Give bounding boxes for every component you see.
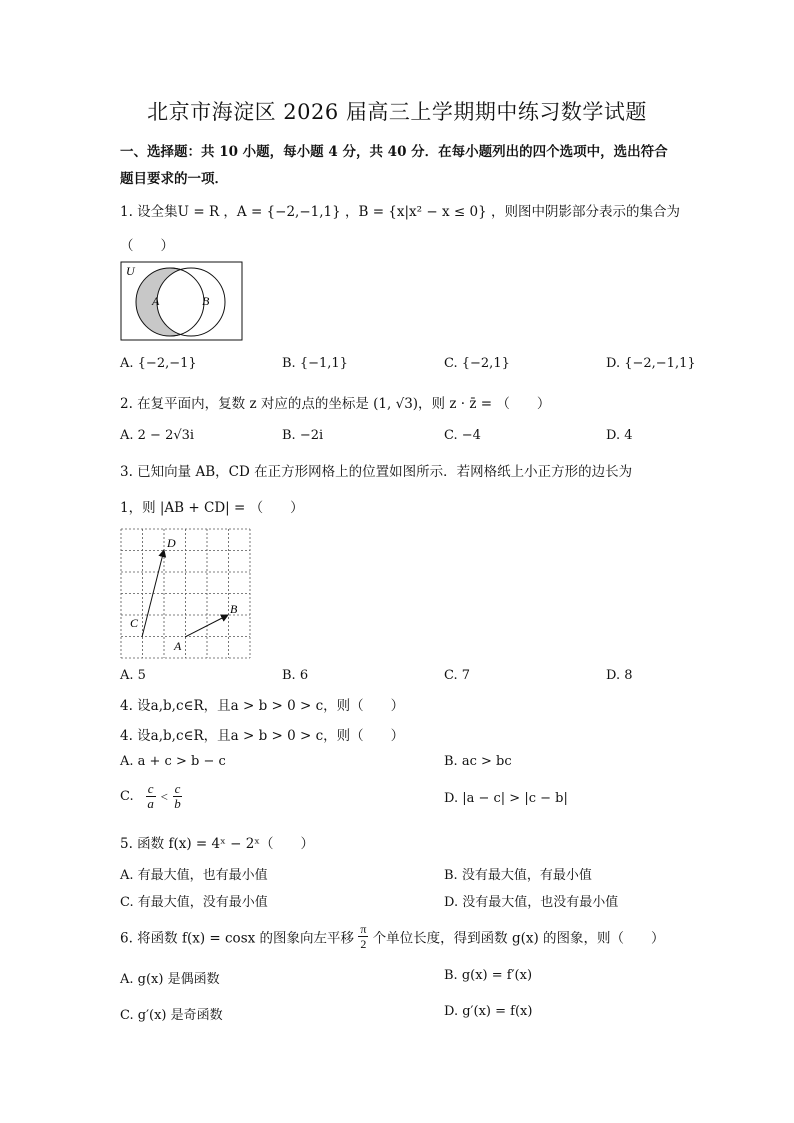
page-title: 北京市海淀区 2026 届高三上学期期中练习数学试题 bbox=[147, 100, 647, 124]
grid-lines bbox=[121, 529, 250, 658]
q4-option-a: A. a + c > b − c bbox=[120, 754, 226, 769]
vector-ab bbox=[185, 615, 228, 637]
q4-c-num1: c bbox=[147, 781, 154, 796]
q1-option-b: B. {−1,1} bbox=[282, 356, 348, 371]
q4-stem-duplicate: 4. 设a,b,c∈R，且a > b > 0 > c，则（ ） bbox=[120, 698, 405, 714]
venn-label-b: B bbox=[202, 294, 210, 308]
q3-option-c: C. 7 bbox=[444, 668, 471, 683]
grid-label-d: D bbox=[167, 536, 176, 550]
q4-option-c-fraction-1 bbox=[146, 782, 156, 811]
venn-label-u: U bbox=[126, 264, 135, 278]
q4-option-c bbox=[120, 782, 182, 811]
q5-option-d: D. 没有最大值，也没有最小值 bbox=[444, 895, 619, 910]
q4-c-num2: c bbox=[174, 781, 181, 796]
grid-label-c: C bbox=[130, 616, 139, 630]
q6-option-c: C. g′(x) 是奇函数 bbox=[120, 1008, 223, 1023]
section-heading-line2: 题目要求的一项． bbox=[120, 171, 228, 187]
q6-stem-part2: 个单位长度，得到函数 g(x) 的图象，则（ ） bbox=[372, 930, 665, 947]
q1-option-a: A. {−2,−1} bbox=[120, 356, 197, 371]
q5-option-b: B. 没有最大值，有最小值 bbox=[444, 868, 592, 883]
q5-option-c: C. 有最大值，没有最小值 bbox=[120, 895, 268, 910]
q6-option-a: A. g(x) 是偶函数 bbox=[120, 972, 220, 987]
q1-option-d: D. {−2,−1,1} bbox=[606, 356, 696, 371]
grid-label-a: A bbox=[174, 639, 182, 653]
q2-option-b: B. −2i bbox=[282, 428, 324, 443]
q2-stem: 2. 在复平面内，复数 z 对应的点的坐标是 (1, √3)，则 z · z̄ = （ ） bbox=[120, 396, 551, 412]
q4-option-d: D. |a − c| > |c − b| bbox=[444, 791, 568, 806]
section-heading-line1: 一、选择题：共 10 小题，每小题 4 分，共 40 分．在每小题列出的四个选项中，选出符合 bbox=[120, 144, 668, 160]
q6-frac-num: π bbox=[360, 922, 367, 936]
q3-stem-line1: 3. 已知向量 AB，CD 在正方形网格上的位置如图所示．若网格纸上小正方形的边长为 bbox=[120, 464, 633, 480]
q4-c-lt: < bbox=[159, 788, 169, 804]
q6-fraction bbox=[358, 922, 368, 951]
venn-circle-b bbox=[157, 268, 225, 336]
q1-venn-diagram bbox=[120, 261, 244, 341]
q2-option-c: C. −4 bbox=[444, 428, 481, 443]
q5-stem: 5. 函数 f(x) = 4ˣ − 2ˣ（ ） bbox=[120, 836, 315, 852]
q3-option-b: B. 6 bbox=[282, 668, 309, 683]
q4-stem: 4. 设a,b,c∈R，且a > b > 0 > c，则（ ） bbox=[120, 728, 405, 744]
q3-option-d: D. 8 bbox=[606, 668, 633, 683]
q4-c-den2: b bbox=[174, 796, 181, 811]
q1-stem: 1. 设全集U = R ，A = {−2,−1,1} ，B = {x|x² − x ≤ 0} ，则图中阴影部分表示的集合为 bbox=[120, 204, 680, 220]
q6-stem-part1: 6. 将函数 f(x) = cosx 的图象向左平移 bbox=[120, 930, 355, 947]
q3-vector-grid bbox=[120, 528, 252, 660]
q1-paren: （ ） bbox=[120, 238, 174, 254]
q6-option-b: B. g(x) = f′(x) bbox=[444, 968, 533, 983]
q6-frac-den: 2 bbox=[360, 937, 367, 951]
venn-label-a: A bbox=[152, 294, 160, 308]
q2-option-a: A. 2 − 2√3i bbox=[120, 428, 195, 443]
q3-stem-line2: 1，则 |AB + CD| = （ ） bbox=[120, 500, 304, 516]
q2-option-d: D. 4 bbox=[606, 428, 633, 443]
q3-option-a: A. 5 bbox=[120, 668, 146, 683]
grid-label-b: B bbox=[230, 602, 238, 616]
q1-option-c: C. {−2,1} bbox=[444, 356, 510, 371]
q6-stem bbox=[120, 922, 665, 951]
q4-option-b: B. ac > bc bbox=[444, 754, 512, 769]
q6-option-d: D. g′(x) = f(x) bbox=[444, 1004, 533, 1019]
q4-c-den1: a bbox=[147, 796, 154, 811]
q4-option-c-fraction-2 bbox=[173, 782, 183, 811]
q5-option-a: A. 有最大值，也有最小值 bbox=[120, 868, 268, 883]
q4-option-c-label: C. bbox=[120, 789, 134, 804]
